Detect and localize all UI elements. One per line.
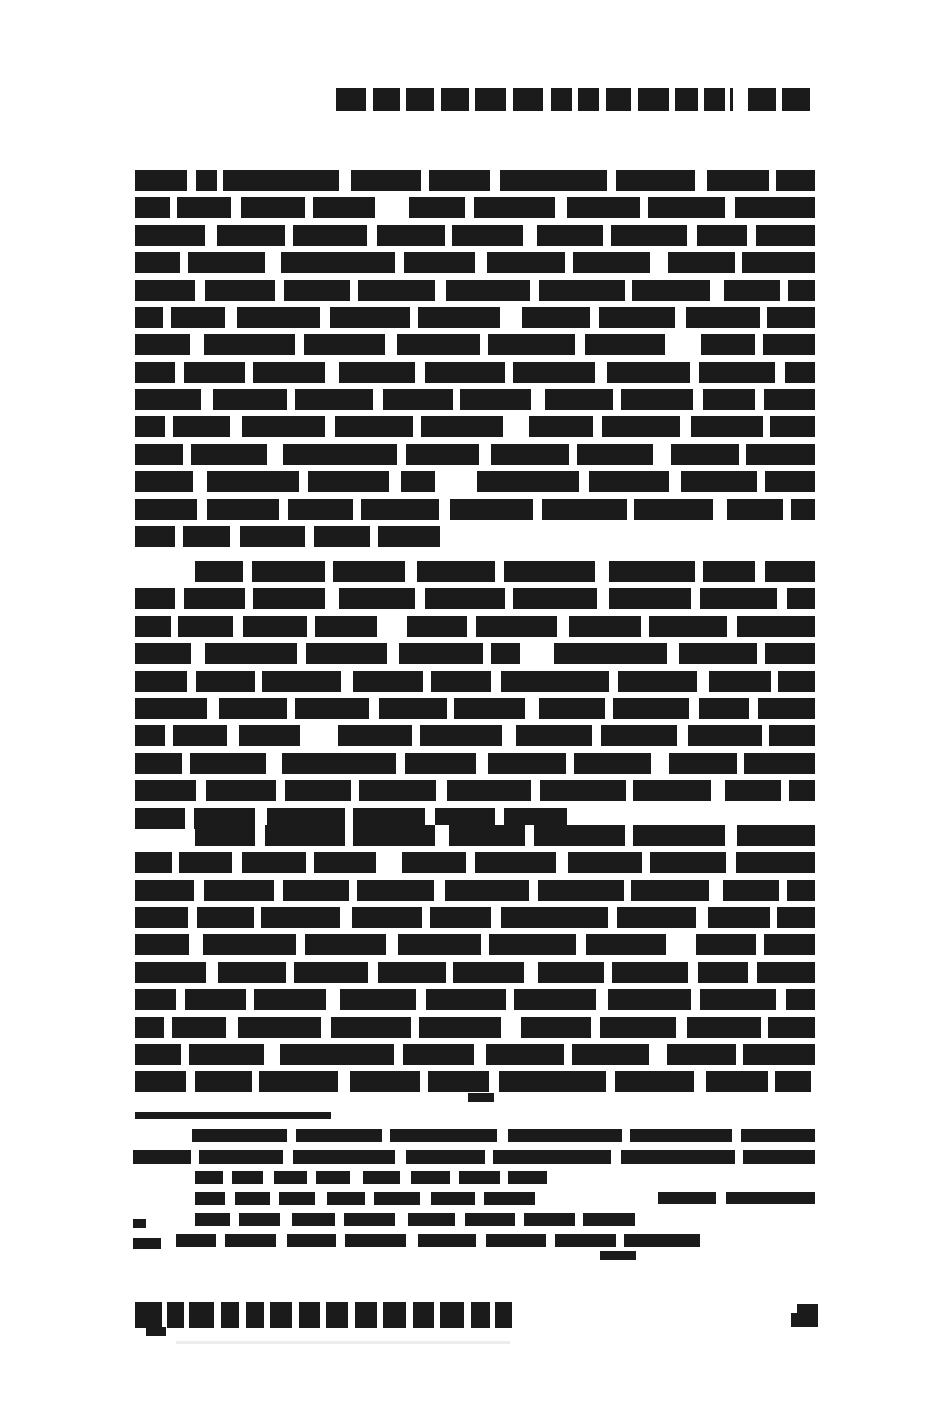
illegible-text-line-blob bbox=[135, 526, 440, 547]
illegible-text-line-blob bbox=[135, 643, 815, 664]
illegible-text-line-blob bbox=[135, 852, 815, 873]
illegible-text-line-blob bbox=[135, 671, 815, 692]
illegible-text-line-blob bbox=[135, 780, 815, 801]
illegible-text-line-blob bbox=[791, 1313, 818, 1327]
illegible-text-line-blob bbox=[135, 1044, 815, 1065]
illegible-text-line-blob bbox=[135, 307, 815, 328]
illegible-text-line-blob bbox=[135, 471, 815, 492]
illegible-text-line-blob bbox=[135, 389, 815, 410]
illegible-text-line-blob bbox=[135, 362, 815, 383]
illegible-text-line-blob bbox=[135, 880, 815, 901]
illegible-text-line-blob bbox=[195, 561, 815, 582]
illegible-text-line-blob bbox=[195, 1192, 535, 1205]
illegible-text-line-blob bbox=[468, 1093, 494, 1102]
illegible-text-line-blob bbox=[176, 1341, 510, 1344]
illegible-text-line-blob bbox=[135, 280, 815, 301]
illegible-text-line-blob bbox=[135, 1112, 331, 1119]
illegible-text-line-blob bbox=[133, 1150, 815, 1164]
illegible-text-line-blob bbox=[195, 1171, 547, 1184]
illegible-text-line-blob bbox=[748, 88, 810, 111]
illegible-text-line-blob bbox=[135, 1302, 512, 1328]
illegible-text-line-blob bbox=[135, 334, 815, 355]
illegible-text-line-blob bbox=[135, 1071, 811, 1092]
illegible-text-line-blob bbox=[133, 1219, 146, 1228]
illegible-text-line-blob bbox=[192, 1129, 815, 1142]
illegible-text-line-blob bbox=[135, 725, 815, 746]
illegible-text-line-blob bbox=[135, 616, 815, 637]
illegible-text-line-blob bbox=[133, 1238, 161, 1249]
illegible-text-line-blob bbox=[135, 444, 815, 465]
illegible-text-line-blob bbox=[135, 197, 815, 218]
illegible-text-line-blob bbox=[135, 252, 815, 273]
illegible-text-line-blob bbox=[195, 1213, 635, 1226]
illegible-text-line-blob bbox=[195, 825, 815, 846]
illegible-text-line-blob bbox=[135, 934, 815, 955]
illegible-text-line-blob bbox=[135, 170, 815, 191]
illegible-text-line-blob bbox=[135, 989, 815, 1010]
illegible-text-line-blob bbox=[146, 1327, 166, 1336]
illegible-text-line-blob bbox=[135, 753, 815, 774]
illegible-text-line-blob bbox=[176, 1234, 700, 1247]
illegible-text-line-blob bbox=[135, 907, 815, 928]
illegible-text-line-blob bbox=[600, 1251, 636, 1260]
illegible-text-line-blob bbox=[658, 1192, 815, 1204]
illegible-text-line-blob bbox=[336, 88, 733, 111]
illegible-text-line-blob bbox=[135, 416, 815, 437]
illegible-text-line-blob bbox=[135, 962, 815, 983]
illegible-text-line-blob bbox=[135, 1017, 815, 1038]
illegible-text-line-blob bbox=[135, 588, 815, 609]
illegible-text-line-blob bbox=[135, 499, 815, 520]
illegible-text-line-blob bbox=[135, 698, 815, 719]
illegible-text-line-blob bbox=[135, 225, 815, 246]
